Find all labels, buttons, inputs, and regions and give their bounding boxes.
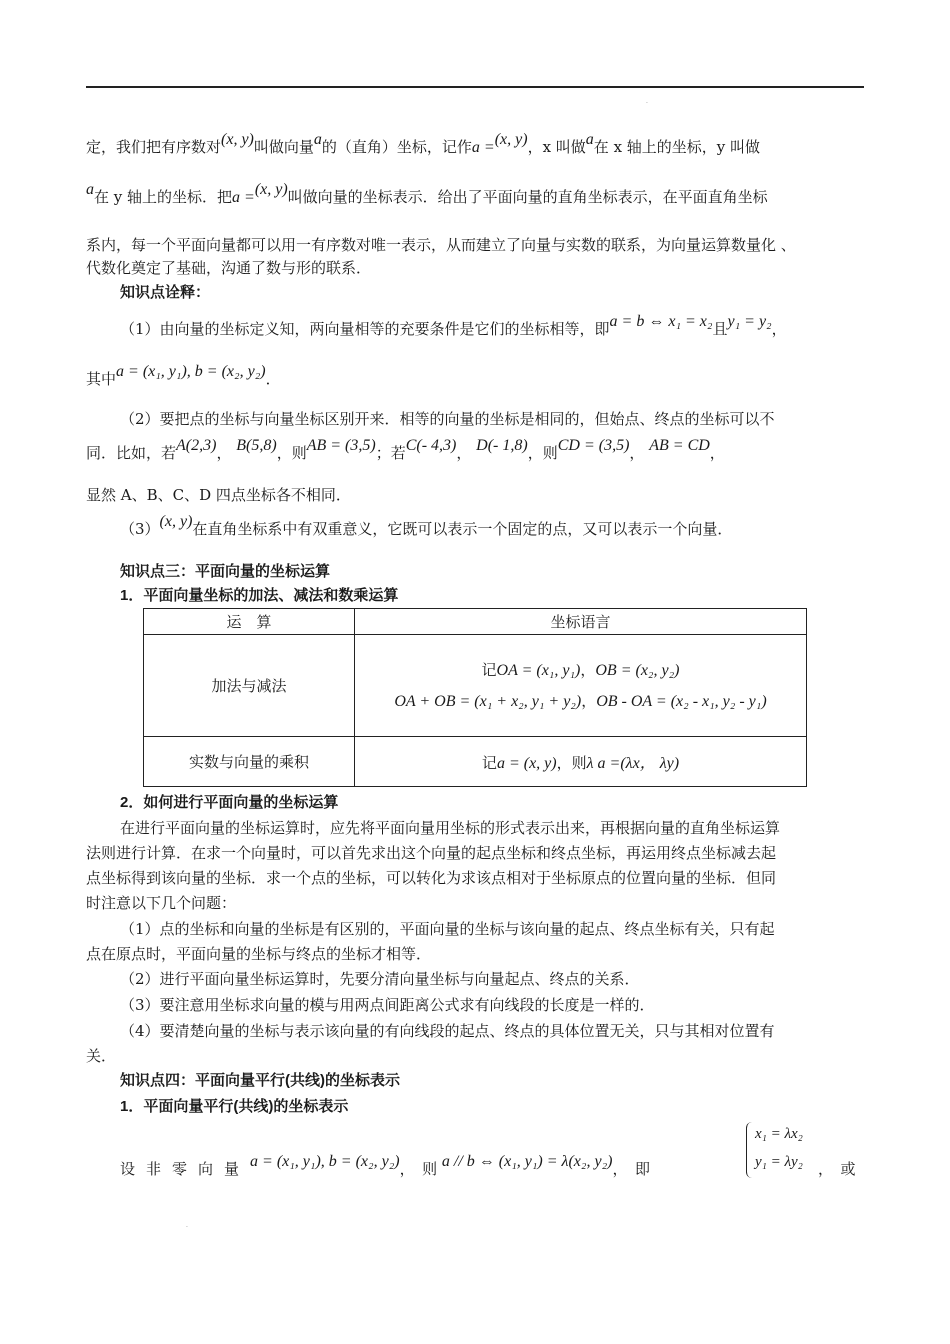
section4-parallel-line <box>120 1153 760 1181</box>
section3-sub1: 1．平面向量坐标的加法、减法和数乘运算 <box>120 587 399 604</box>
formula-point-a: A(2,3) <box>176 437 217 454</box>
section3-title: 知识点三：平面向量的坐标运算 <box>120 563 331 580</box>
section3-q4b: 关． <box>86 1047 117 1065</box>
note1-line1 <box>120 313 900 341</box>
section3-q3: （3）要注意用坐标求向量的模与用两点间距离公式求有向线段的长度是一样的． <box>120 996 655 1014</box>
equation-x: x₁ = λx₂ <box>755 1126 803 1142</box>
table-cell-scalar: 实数与向量的乘积 <box>144 737 355 787</box>
table-header-coordinate: 坐标语言 <box>355 609 807 635</box>
formula-y-equal: y₁ = y₂ <box>727 313 772 330</box>
formula-a: a <box>86 181 94 198</box>
text: 设非零向量 <box>120 1160 251 1178</box>
formula-equal-condition: a = b ⇔ x₁ = x₂ <box>609 313 713 330</box>
text: ， <box>580 660 596 679</box>
or-text: ， 或 <box>818 1160 856 1178</box>
formula-xy: (x, y) <box>221 131 254 148</box>
text: ， <box>216 444 232 462</box>
para1-line4: 代数化奠定了基础，沟通了数与形的联系． <box>86 259 372 277</box>
formula-a-eq: a = <box>232 189 255 206</box>
text: （1）由向量的坐标定义知，两向量相等的充要条件是它们的坐标相等，即 <box>120 320 610 338</box>
text: 的（直角）坐标，记作 <box>321 138 472 156</box>
note1-line2 <box>86 363 866 391</box>
section3-q1a: （1）点的坐标和向量的坐标是有区别的，平面向量的坐标与该向量的起点、终点坐标有关，只有起 <box>120 920 775 938</box>
text: ， <box>709 444 725 462</box>
table-row <box>144 635 807 737</box>
text: （3） <box>120 520 160 538</box>
section3-p3: 点坐标得到该向量的坐标．求一个点的坐标，可以转化为求该点相对于坐标原点的位置向量的坐标．但同 <box>86 869 777 887</box>
formula-parallel: a // b ⇔ (x₁, y₁) = λ(x₂, y₂) <box>441 1153 613 1170</box>
section3-q2: （2）进行平面向量坐标运算时，先要分清向量坐标与向量起点、终点的关系． <box>120 970 640 988</box>
formula-oa-plus-ob: OA + OB = (x₁ + x₂, y₁ + y₂) <box>394 692 582 710</box>
formula-point-d: D(- 1,8) <box>476 437 528 454</box>
note2-line1: （2）要把点的坐标与向量坐标区别开来．相等的向量的坐标是相同的，但始点、终点的坐标可以不 <box>120 410 775 428</box>
table-cell-add-sub-formula <box>355 635 807 737</box>
table-row <box>144 737 807 787</box>
formula-oa: OA = (x₁, y₁) <box>496 661 581 679</box>
note2-line3: 显然 A、B、C、D 四点坐标各不相同． <box>86 486 351 504</box>
note2-line2 <box>86 437 866 465</box>
para1-line1 <box>86 131 866 159</box>
table-header-operation: 运 算 <box>144 609 355 635</box>
text: ，x 叫做 <box>527 138 586 156</box>
text: 同．比如，若 <box>86 444 177 462</box>
notes-heading: 知识点诠释： <box>120 284 211 301</box>
formula-a-xy: a = (x, y) <box>496 755 557 772</box>
formula-a: a <box>313 131 322 148</box>
equation-y: y₁ = λy₂ <box>755 1154 803 1170</box>
section3-q1b: 点在原点时，平面向量的坐标与终点的坐标才相等． <box>86 945 432 963</box>
text: ． <box>265 370 281 388</box>
text: 且 <box>712 320 728 338</box>
text: 在直角坐标系中有双重意义，它既可以表示一个固定的点，又可以表示一个向量． <box>192 520 733 538</box>
text: ；若 <box>375 444 406 462</box>
formula-xy: (x, y) <box>494 131 528 148</box>
note3 <box>120 513 900 541</box>
section3-p2: 法则进行计算．在求一个向量时，可以首先求出这个向量的起点坐标和终点坐标，再运用终点坐标减去起 <box>86 844 777 862</box>
section3-p4: 时注意以下几个问题： <box>86 894 237 912</box>
formula-a: a <box>585 131 594 148</box>
header-dot: . <box>646 98 648 105</box>
formula-a-eq: a = <box>471 139 495 156</box>
formula-xy: (x, y) <box>254 181 288 198</box>
para1-line3: 系内，每一个平面向量都可以用一有序数对唯一表示，从而建立了向量与实数的联系，为向量运算数量化 、 <box>86 236 796 254</box>
coordinate-operations-table <box>143 608 807 787</box>
text: 其中 <box>86 370 117 388</box>
text: ，则 <box>556 754 587 772</box>
text: 记 <box>481 660 497 679</box>
table-cell-add-sub: 加法与减法 <box>144 635 355 737</box>
formula-ab-eq-cd: AB = CD <box>649 437 710 454</box>
formula-lambda-a: λ a =(λx， λy) <box>586 755 680 772</box>
formula-vector-defs: a = (x₁, y₁), b = (x₂, y₂) <box>116 363 266 380</box>
formula-vector-ab: AB = (3,5) <box>306 437 376 454</box>
section4-sub1: 1．平面向量平行(共线)的坐标表示 <box>120 1098 349 1115</box>
formula-ab-defs: a = (x₁, y₁), b = (x₂, y₂) <box>250 1153 400 1170</box>
section3-p1: 在进行平面向量的坐标运算时，应先将平面向量用坐标的形式表示出来，再根据向量的直角坐标运算 <box>120 819 781 837</box>
text: 在 x 轴上的坐标，y 叫做 <box>593 138 761 156</box>
formula-point-c: C(- 4,3) <box>405 437 457 454</box>
text: 定，我们把有序数对 <box>86 138 222 156</box>
text: 在 y 轴上的坐标．把 <box>94 188 233 206</box>
text: ， <box>456 444 472 462</box>
text: ， 则 <box>399 1160 438 1178</box>
table-header-row <box>144 609 807 635</box>
text: ， 即 <box>612 1160 650 1178</box>
formula-point-b: B(5,8) <box>236 437 277 454</box>
text: 记 <box>481 754 497 772</box>
formula-ob: OB = (x₂, y₂) <box>595 661 680 679</box>
section3-q4a: （4）要清楚向量的坐标与表示该向量的有向线段的起点、终点的具体位置无关，只与其相对位置有 <box>120 1022 775 1040</box>
text: ，则 <box>527 444 558 462</box>
text: ， <box>771 320 787 338</box>
text: ，则 <box>276 444 307 462</box>
text: 叫做向量的坐标表示．给出了平面向量的直角坐标表示，在平面直角坐标 <box>287 188 768 206</box>
text: ， <box>581 691 597 710</box>
formula-xy: (x, y) <box>159 513 193 530</box>
table-cell-scalar-formula <box>355 737 807 787</box>
section3-sub2: 2．如何进行平面向量的坐标运算 <box>120 794 339 811</box>
footer-dot: . <box>186 1222 188 1229</box>
text: ， <box>629 444 645 462</box>
section4-title: 知识点四：平面向量平行(共线)的坐标表示 <box>120 1072 400 1089</box>
formula-vector-cd: CD = (3,5) <box>557 437 630 454</box>
formula-ob-minus-oa: OB - OA = (x₂ - x₁, y₂ - y₁) <box>596 692 767 710</box>
para1-line2 <box>86 181 866 209</box>
header-rule <box>86 86 864 88</box>
text: 叫做向量 <box>253 138 314 156</box>
